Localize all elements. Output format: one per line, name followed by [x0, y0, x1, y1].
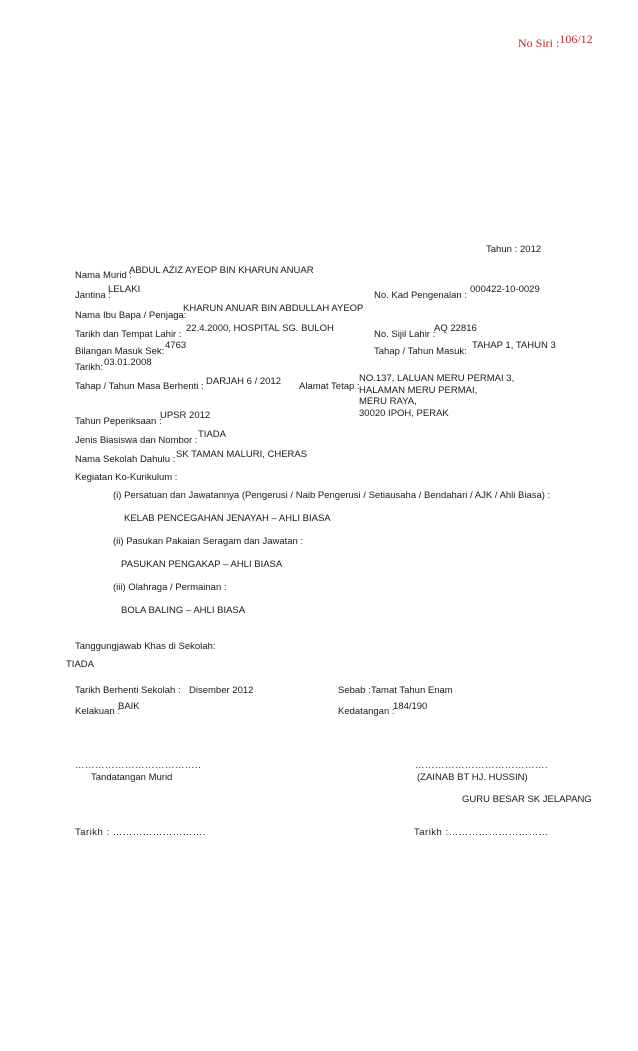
serial-label: No Siri : — [518, 36, 560, 50]
tarikh-berhenti-label: Tarikh Berhenti Sekolah : — [75, 685, 181, 696]
signature-line-guru: …………………………………. — [415, 760, 549, 771]
kedatangan-label: Kedatangan : — [338, 706, 395, 717]
tahap-masuk-label: Tahap / Tahun Masuk: — [374, 346, 467, 357]
kad-pengenalan-value: 000422-10-0029 — [470, 284, 540, 295]
serial-value: 106/12 — [559, 32, 593, 46]
jantina-value: LELAKI — [108, 284, 141, 295]
kokurikulum-heading: Kegiatan Ko-Kurikulum : — [75, 472, 178, 483]
tarikh-berhenti-value: Disember 2012 — [189, 685, 254, 696]
tarikh-lahir-value: 22.4.2000, HOSPITAL SG. BULOH — [186, 323, 334, 334]
signature-line-murid: ……………………………….. — [75, 760, 202, 771]
nama-murid-value: ABDUL AZIZ AYEOP BIN KHARUN ANUAR — [129, 265, 314, 276]
tahap-berhenti-label: Tahap / Tahun Masa Berhenti : — [75, 381, 204, 392]
sijil-lahir-value: AQ 22816 — [434, 323, 477, 334]
kokurikulum-item-value: KELAB PENCEGAHAN JENAYAH – AHLI BIASA — [124, 513, 331, 524]
sebab-value: Tamat Tahun Enam — [371, 685, 453, 696]
kad-pengenalan-label: No. Kad Pengenalan : — [374, 290, 467, 301]
kokurikulum-item-label: (i) Persatuan dan Jawatannya (Pengerusi / Naib Pengerusi / Setiausaha / Bendahari / AJK / Ahli Biasa) : — [113, 490, 551, 501]
tanggungjawab-value: TIADA — [66, 659, 94, 670]
peperiksaan-label: Tahun Peperiksaan : — [75, 416, 162, 427]
kedatangan-value: 184/190 — [393, 701, 428, 712]
tarikh-lahir-label: Tarikh dan Tempat Lahir : — [75, 329, 182, 340]
signature-title-murid: Tandatangan Murid — [91, 772, 173, 783]
year-value: 2012 — [520, 244, 542, 255]
alamat-block — [359, 373, 514, 419]
biasiswa-value: TIADA — [198, 429, 226, 440]
alamat-line: NO.137, LALUAN MERU PERMAI 3, — [359, 373, 515, 384]
tarikh-masuk-label: Tarikh: — [75, 362, 103, 373]
sijil-lahir-label: No. Sijil Lahir : — [374, 329, 436, 340]
alamat-line: 30020 IPOH, PERAK — [359, 407, 449, 419]
kokurikulum-item-value: BOLA BALING – AHLI BIASA — [121, 605, 246, 616]
bilangan-masuk-value: 4763 — [165, 340, 187, 351]
sebab-label: Sebab : — [338, 685, 371, 696]
tarikh-guru: Tarikh :………………………… — [414, 827, 549, 838]
alamat-line: MERU RAYA, — [359, 396, 417, 407]
sekolah-dahulu-value: SK TAMAN MALURI, CHERAS — [176, 449, 308, 460]
kokurikulum-item-label: (ii) Pasukan Pakaian Seragam dan Jawatan : — [113, 536, 304, 547]
nama-murid-label: Nama Murid : — [75, 270, 133, 281]
kelakuan-label: Kelakuan : — [75, 706, 120, 717]
bilangan-masuk-label: Bilangan Masuk Sek: — [75, 346, 165, 357]
kokurikulum-item-label: (iii) Olahraga / Permainan : — [113, 582, 227, 593]
year-label: Tahun : — [486, 244, 518, 255]
alamat-line: HALAMAN MERU PERMAI, — [359, 384, 478, 396]
ibu-bapa-label: Nama Ibu Bapa / Penjaga: — [75, 310, 187, 321]
signature-title-guru: GURU BESAR SK JELAPANG — [462, 794, 592, 805]
ibu-bapa-value: KHARUN ANUAR BIN ABDULLAH AYEOP — [183, 303, 364, 314]
kelakuan-value: BAIK — [118, 701, 140, 712]
tarikh-masuk-value: 03.01.2008 — [104, 357, 152, 368]
sekolah-dahulu-label: Nama Sekolah Dahulu : — [75, 454, 176, 465]
tanggungjawab-label: Tanggungjawab Khas di Sekolah: — [75, 641, 216, 652]
tahap-masuk-value: TAHAP 1, TAHUN 3 — [472, 340, 556, 351]
kokurikulum-item-value: PASUKAN PENGAKAP – AHLI BIASA — [121, 559, 283, 570]
jantina-label: Jantina : — [75, 290, 111, 301]
biasiswa-label: Jenis Biasiswa dan Nombor : — [75, 435, 198, 446]
peperiksaan-value: UPSR 2012 — [160, 410, 211, 421]
signature-name-guru: (ZAINAB BT HJ. HUSSIN) — [417, 772, 528, 783]
serial-number — [518, 32, 593, 51]
alamat-label: Alamat Tetap : — [299, 381, 360, 392]
tarikh-murid: Tarikh : ………………………. — [75, 827, 206, 838]
tahap-berhenti-value: DARJAH 6 / 2012 — [206, 376, 281, 387]
